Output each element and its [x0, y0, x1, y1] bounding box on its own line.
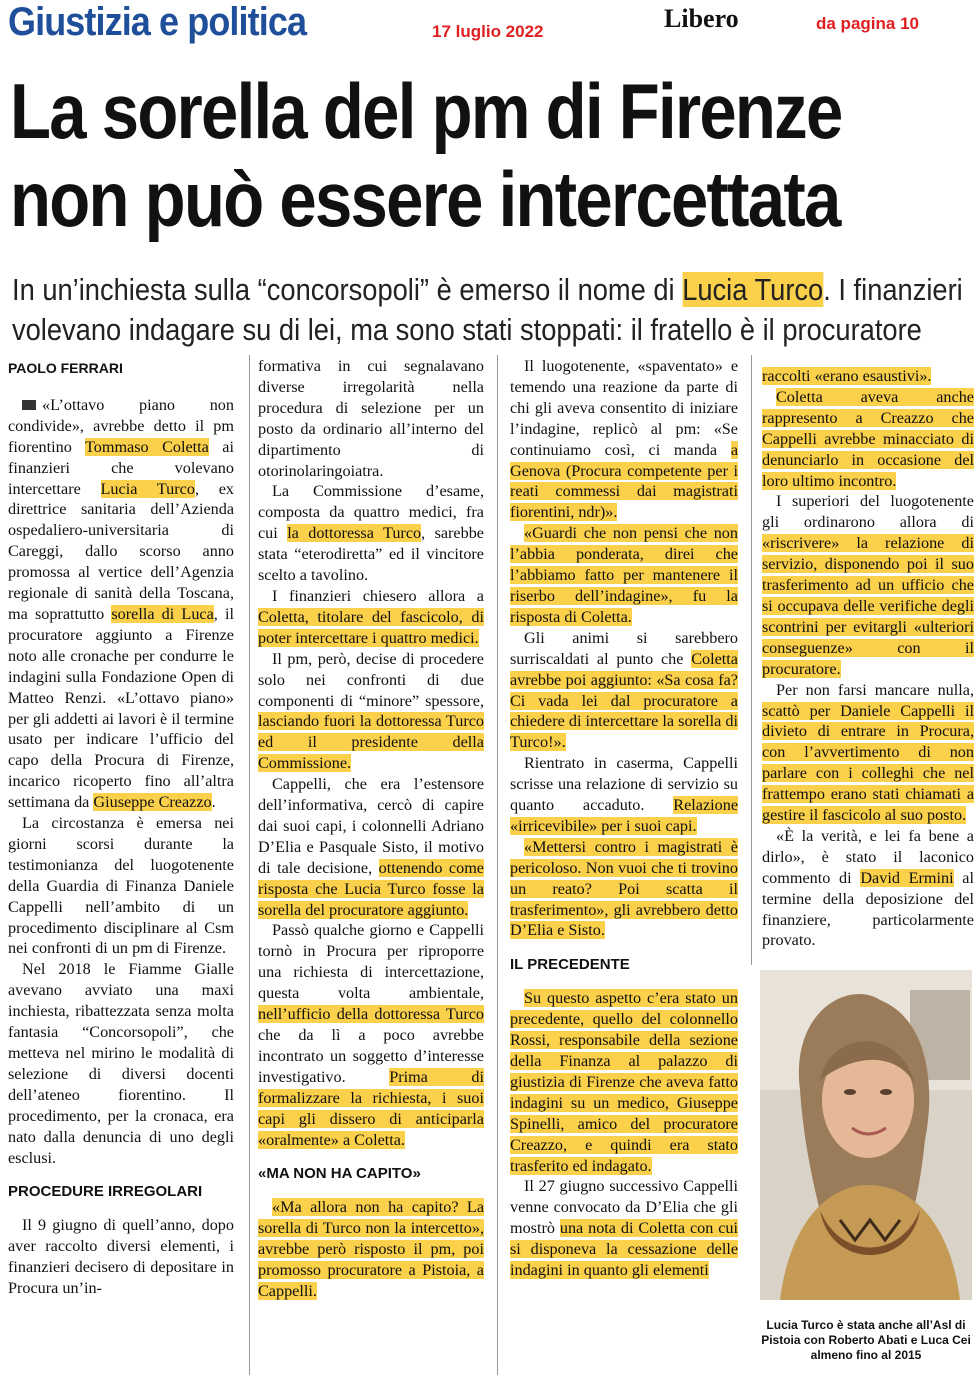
column-divider: [751, 355, 752, 965]
headline-line-1: La sorella del pm di Firenze: [10, 67, 842, 155]
paragraph: «È la verità, e lei fa bene a dirlo», è stato il laconico commento di David Ermini al termine della deposizione del finanziere, particolarmente provato.: [762, 826, 974, 950]
paragraph: raccolti «erano esaustivi».: [762, 367, 932, 385]
paragraph: Il luogotenente, «spaventato» e temendo una reazione da parte di chi gli aveva consentito di iniziare l’indagine, replicò al pm: «Se continuiamo così, ci manda a Genova (Procura competente per i reati commessi dai magistrati fiorentini, ndr)».: [510, 357, 738, 522]
paragraph: «Ma allora non ha capito? La sorella di Turco non la intercetto», avrebbe però risposto il pm, poi promosso procuratore a Pistoia, a Cappelli.: [258, 1198, 484, 1300]
paragraph: «L’ottavo piano non condivide», avrebbe detto il pm fiorentino Tommaso Coletta ai finanzieri che volevano intercettare Lucia Turco, ex direttrice sanitaria dell’Azienda ospedaliero-universitaria di Careggi, dallo scorso anno promossa al vertice dell’Agenzia regionale di sanità della Toscana, ma soprattutto sorella di Luca, il procuratore aggiunto a Firenze noto alle cronache per condurre le indagini sulla Fondazione Open di Matteo Renzi. «L’ottavo piano» per gli addetti ai lavori è il termine usato per indicare l’ufficio del capo della Procura di Firenze, incarico ricoperto fino all’altra settimana da Giuseppe Creazzo.: [8, 395, 235, 812]
column-divider: [497, 355, 498, 1375]
paragraph: Passò qualche giorno e Cappelli tornò in Procura per riproporre una richiesta di intercettazione, questa volta ambientale, nell’ufficio della dottoressa Turco che da lì a poco avrebbe incontrato un soggetto d’interesse investigativo. Prima di formalizzare la richiesta, i suoi capi gli dissero di anticiparla «oralmente» a Coletta.: [258, 921, 484, 1149]
subheading: PROCEDURE IRREGOLARI: [8, 1183, 203, 1201]
article-column-1: [8, 358, 234, 1299]
subheading: «MA NON HA CAPITO»: [258, 1165, 421, 1183]
portrait-photo: [760, 970, 972, 1300]
article-column-4: [762, 366, 974, 951]
paragraph: I finanzieri chiesero allora a Coletta, titolare del fascicolo, di poter intercettare i quattro medici.: [258, 586, 484, 647]
source-page: da pagina 10: [816, 14, 919, 33]
paragraph: «Guardi che non pensi che non l’abbia ponderata, direi che l’abbiamo fatto per mantenere il riserbo dell’indagine», fu la risposta di Coletta.: [510, 524, 738, 626]
newspaper-logo: Libero: [664, 4, 739, 33]
deck-line-1: In un’inchiesta sulla “concorsopoli” è emerso il nome di Lucia Turco. I finanzieri: [12, 272, 963, 307]
lead-marker: [22, 400, 36, 410]
portrait-illustration: [760, 970, 972, 1300]
article-column-2: [258, 356, 484, 1302]
paragraph: Per non farsi mancare nulla, scattò per Daniele Cappelli il divieto di entrare in Procura, con l’avvertimento di non parlare con i colleghi che nel frattempo erano stati chiamati a gestire il fascicolo al suo posto.: [762, 680, 974, 825]
paragraph: Coletta aveva anche rappresento a Creazzo che Cappelli avrebbe minacciato di denunciarlo in occasione del loro ultimo incontro.: [762, 387, 974, 490]
publication-date: 17 luglio 2022: [432, 22, 544, 41]
paragraph: Cappelli, che era l’estensore dell’informativa, cercò di capire dai suoi capi, i colonnelli Adriano D’Elia e Pasquale Sisto, il motivo di tale decisione, ottenendo come risposta che Lucia Turco fosse la sorella del procuratore aggiunto.: [258, 775, 484, 919]
paragraph: Il 27 giugno successivo Cappelli venne convocato da D’Elia che gli mostrò una nota di Coletta con cui si disponeva la cessazione delle indagini in quanto gli elementi: [510, 1177, 739, 1280]
paragraph: I superiori del luogotenente gli ordinarono allora di «riscrivere» la relazione di servizio, disponendo poi il suo trasferimento ad un ufficio che si occupava delle verifiche degli scontrini per evitargli «ulteriori conseguenze» con il procuratore.: [762, 492, 974, 678]
column-divider: [249, 355, 250, 1375]
paragraph: Gli animi si sarebbero surriscaldati al punto che Coletta avrebbe poi aggiunto: «Sa cosa fa? Ci vada lei dal procuratore a chiedere di intercettare la sorella di Turco!».: [510, 628, 738, 752]
paragraph: «Mettersi contro i magistrati è pericoloso. Non vuoi che ti trovino un reato? Poi scatta il trasferimento», gli avrebbero detto D’Elia e Sisto.: [510, 837, 738, 940]
photo-caption: Lucia Turco è stata anche all’Asl di Pistoia con Roberto Abati e Luca Cei almeno fino al 2015: [761, 1318, 971, 1362]
paragraph: Il 9 giugno di quell’anno, dopo aver raccolto diversi elementi, i finanzieri decisero di depositare in Procura un’in-: [8, 1216, 234, 1298]
deck-line-2: volevano indagare su di lei, ma sono stati stoppati: il fratello è il procuratore: [12, 312, 922, 347]
section-title: Giustizia e politica: [8, 0, 307, 44]
paragraph: Rientrato in caserma, Cappelli scrisse una relazione di servizio su quanto accaduto. Relazione «irricevibile» per i suoi capi.: [510, 754, 738, 835]
paragraph: formativa in cui segnalavano diverse irregolarità nella procedura di selezione per un posto da ordinario all’interno del dipartimento di otorinolaringoiatra.: [258, 357, 484, 480]
subheading: IL PRECEDENTE: [510, 956, 630, 974]
byline: PAOLO FERRARI: [8, 360, 123, 376]
headline-line-2: non può essere intercettata: [10, 155, 840, 243]
article-column-3: [510, 356, 738, 1281]
paragraph: Su questo aspetto c’era stato un precedente, quello del colonnello Rossi, responsabile della sezione della Finanza al palazzo di giustizia di Firenze che aveva fatto indagini su un medico, Giuseppe Spinelli, amico del procuratore Creazzo, e quindi era stato trasferito ed indagato.: [510, 989, 738, 1175]
paragraph: La Commissione d’esame, composta da quattro medici, fra cui la dottoressa Turco, sarebbe stata “eterodiretta” ed il vincitore scelto a tavolino.: [258, 482, 484, 585]
paragraph: Nel 2018 le Fiamme Gialle avevano avviato una maxi inchiesta, ribattezzata senza molta fantasia “Concorsopoli”, che metteva nel mirino le modalità di selezione di diversi docenti dell’ateneo fiorentino. Il procedimento, per la cronaca, era nato dalla denuncia di uno degli esclusi.: [8, 960, 234, 1167]
paragraph: Il pm, però, decise di procedere solo nei confronti di due componenti di “minore” spessore, lasciando fuori la dottoressa Turco ed il presidente della Commissione.: [258, 649, 484, 773]
paragraph: La circostanza è emersa nei giorni scorsi durante la testimonianza del luogotenente della Guardia di Finanza Daniele Cappelli nell’ambito di un procedimento disciplinare al Csm nei confronti di un pm di Firenze.: [8, 814, 234, 958]
